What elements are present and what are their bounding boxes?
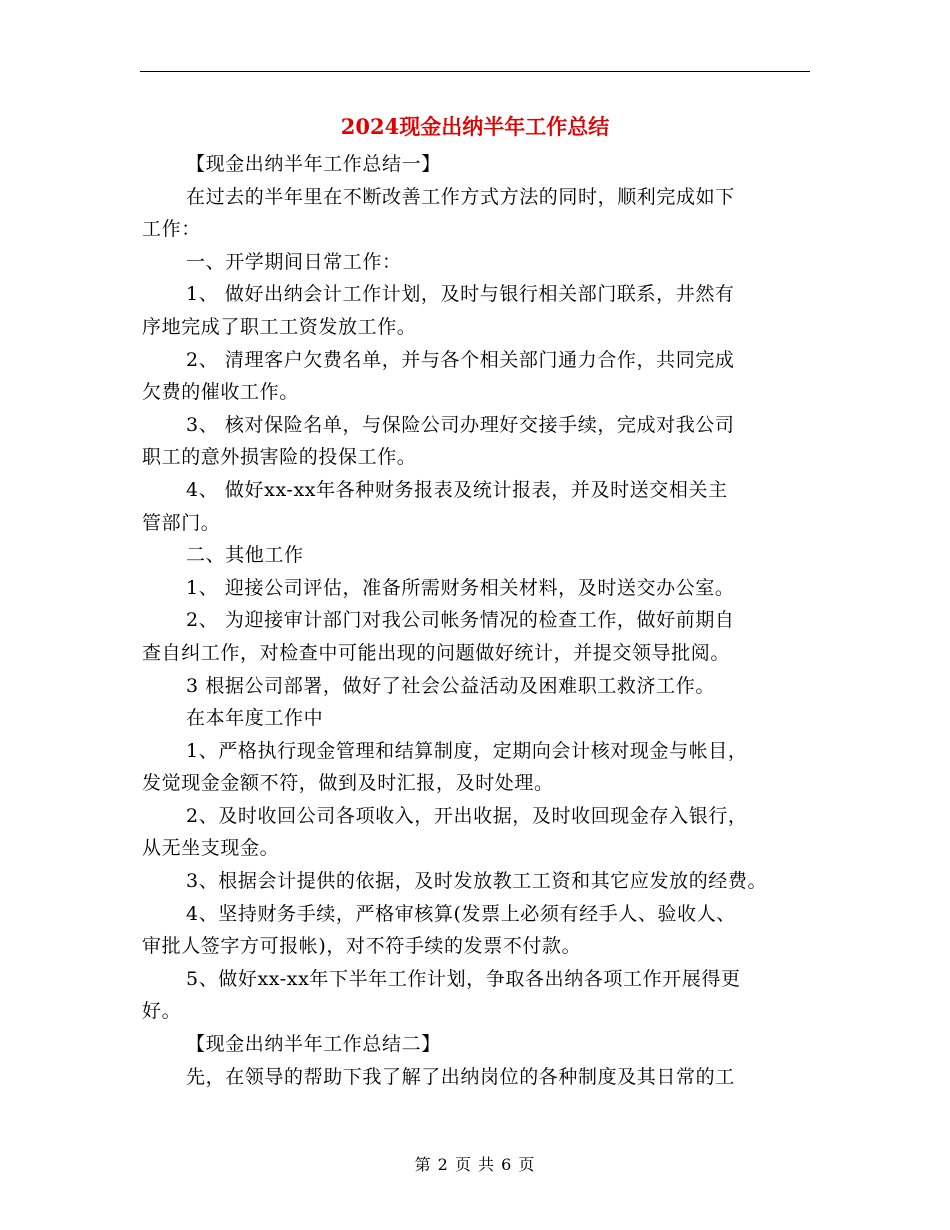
text-line: 工作： (142, 218, 201, 241)
document-body (142, 148, 812, 1093)
text-line: 一、开学期间日常工作： (186, 250, 402, 273)
document-title: 2024现金出纳半年工作总结 (340, 114, 610, 139)
text-line: 4、坚持财务手续，严格审核算(发票上必须有经手人、验收人、 (186, 902, 736, 925)
text-line: 3、根据会计提供的依据，及时发放教工工资和其它应发放的经费。 (186, 870, 768, 893)
text-line: 1、严格执行现金管理和结算制度，定期向会计核对现金与帐目， (186, 739, 748, 762)
text-line: 【现金出纳半年工作总结二】 (186, 1033, 441, 1056)
text-line: 3、 核对保险名单，与保险公司办理好交接手续，完成对我公司 (186, 413, 735, 436)
text-line: 3 根据公司部署，做好了社会公益活动及困难职工救济工作。 (186, 674, 715, 697)
text-line: 查自纠工作，对检查中可能出现的问题做好统计，并提交领导批阅。 (142, 641, 731, 664)
text-line: 好。 (142, 1000, 182, 1023)
text-line: 5、做好xx-xx年下半年工作计划，争取各出纳各项工作开展得更 (186, 967, 741, 990)
text-line: 二、其他工作 (186, 544, 304, 567)
text-line: 2、及时收回公司各项收入，开出收据，及时收回现金存入银行， (186, 804, 748, 827)
text-line: 审批人签字方可报帐)，对不符手续的发票不付款。 (142, 935, 582, 958)
text-line: 发觉现金金额不符，做到及时汇报，及时处理。 (142, 772, 554, 795)
text-line: 从无坐支现金。 (142, 837, 280, 860)
page-number: 第 2 页 共 6 页 (414, 1155, 536, 1174)
text-line: 序地完成了职工工资发放工作。 (142, 315, 417, 338)
text-line: 2、 清理客户欠费名单，并与各个相关部门通力合作，共同完成 (186, 348, 735, 371)
text-line: 1、 做好出纳会计工作计划，及时与银行相关部门联系，井然有 (186, 283, 735, 306)
text-line: 1、 迎接公司评估，准备所需财务相关材料，及时送交办公室。 (186, 576, 735, 599)
text-line: 欠费的催收工作。 (142, 381, 299, 404)
text-line: 4、 做好xx-xx年各种财务报表及统计报表，并及时送交相关主 (186, 478, 728, 501)
text-line: 在过去的半年里在不断改善工作方式方法的同时，顺利完成如下 (186, 185, 735, 208)
text-line: 【现金出纳半年工作总结一】 (186, 153, 441, 175)
header-rule (140, 71, 810, 72)
text-line: 先，在领导的帮助下我了解了出纳岗位的各种制度及其日常的工 (186, 1065, 735, 1088)
text-line: 2、 为迎接审计部门对我公司帐务情况的检查工作，做好前期自 (186, 609, 735, 632)
text-line: 管部门。 (142, 511, 221, 534)
text-line: 在本年度工作中 (186, 707, 324, 730)
text-line: 职工的意外损害险的投保工作。 (142, 446, 417, 469)
